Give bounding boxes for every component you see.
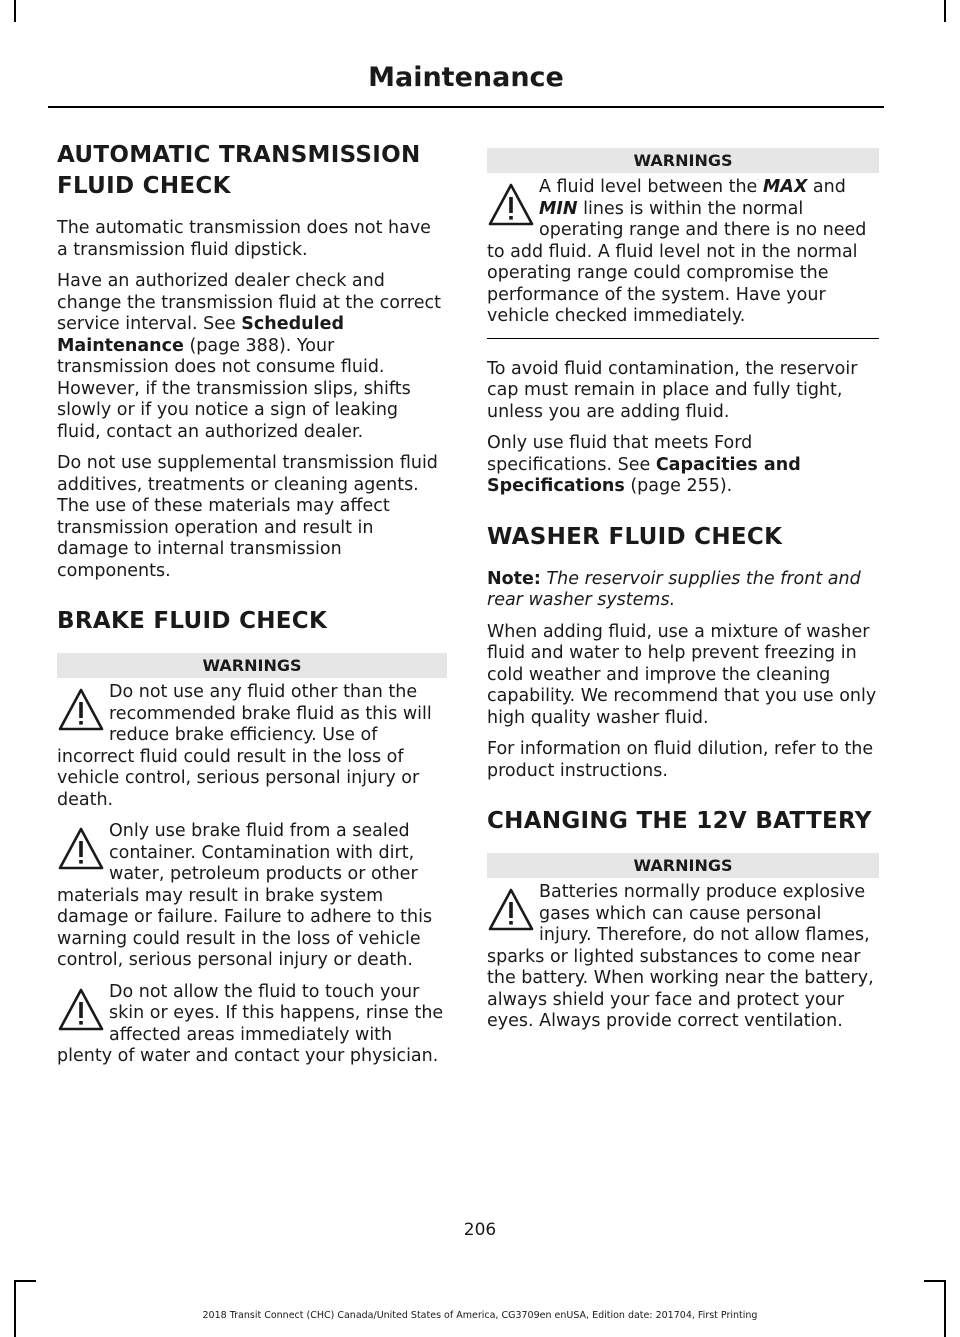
warning-triangle-icon bbox=[487, 181, 535, 229]
crop-mark bbox=[944, 0, 946, 22]
warning-triangle-icon bbox=[487, 886, 535, 934]
crop-mark bbox=[944, 1280, 946, 1337]
page-header-title: Maintenance bbox=[368, 62, 564, 93]
footer-edition-info: 2018 Transit Connect (CHC) Canada/United States of America, CG3709en enUSA, Edition date: 201704, First Printing bbox=[202, 1310, 758, 1321]
warning-item: Do not use any fluid other than the recommended brake fluid as this will reduce brake efficiency. Use of incorrect fluid could result in the loss of vehicle control, serious personal injury or death. bbox=[57, 682, 432, 810]
section-title-washer-fluid: WASHER FLUID CHECK bbox=[487, 523, 783, 550]
warning-triangle-icon bbox=[57, 686, 105, 734]
warning-item: Batteries normally produce explosive gases which can cause personal injury. Therefore, do not allow flames, sparks or lighted substances to come near the battery. When working near the battery, always shield your face and protect your eyes. Always provide correct ventilation. bbox=[487, 882, 874, 1031]
page-number: 206 bbox=[463, 1220, 497, 1240]
warnings-header: WARNINGS bbox=[57, 653, 447, 678]
crop-mark bbox=[924, 1280, 946, 1282]
paragraph: To avoid fluid contamination, the reservoir cap must remain in place and fully tight, unless you are adding fluid. bbox=[487, 358, 858, 422]
warning-item: A fluid level between the MAX and MIN lines is within the normal operating range and there is no need to add fluid. A fluid level not in the normal operating range could compromise the performance of the system. Have your vehicle checked immediately. bbox=[487, 177, 867, 326]
warning-item: Do not allow the fluid to touch your skin or eyes. If this happens, rinse the affected areas immediately with plenty of water and contact your physician. bbox=[57, 981, 444, 1066]
xref-scheduled-maintenance[interactable]: Scheduled Maintenance bbox=[57, 314, 344, 356]
crop-mark bbox=[14, 1280, 36, 1282]
right-column bbox=[487, 148, 879, 1043]
paragraph: Only use fluid that meets Ford specifications. See Capacities and Specifications (page 255). bbox=[487, 433, 801, 496]
warning-triangle-icon bbox=[57, 986, 105, 1034]
section-title-brake-fluid: BRAKE FLUID CHECK bbox=[57, 608, 328, 634]
warning-triangle-icon bbox=[57, 825, 105, 873]
warning-item: Only use brake fluid from a sealed container. Contamination with dirt, water, petroleum products or other materials may result in brake system damage or failure. Failure to adhere to this warning could result in the loss of vehicle control, serious personal injury or death. bbox=[57, 821, 433, 970]
section-title-transmission: AUTOMATIC TRANSMISSION FLUID CHECK bbox=[57, 142, 421, 199]
paragraph: When adding fluid, use a mixture of washer fluid and water to help prevent freezing in cold weather and improve the cleaning capability. We recommend that you use only high quality washer fluid. bbox=[487, 621, 877, 728]
section-title-battery: CHANGING THE 12V BATTERY bbox=[487, 808, 872, 834]
xref-capacities-specifications[interactable]: Capacities and Specifications bbox=[487, 454, 801, 496]
warnings-header: WARNINGS bbox=[487, 853, 879, 878]
warnings-end-rule bbox=[487, 338, 879, 339]
paragraph: For information on fluid dilution, refer to the product instructions. bbox=[487, 739, 874, 781]
paragraph: The automatic transmission does not have a transmission fluid dipstick. bbox=[57, 218, 431, 260]
header-divider bbox=[48, 106, 884, 108]
note-paragraph: Note: The reservoir supplies the front and rear washer systems. bbox=[487, 568, 861, 610]
left-column bbox=[57, 140, 447, 1078]
paragraph: Do not use supplemental transmission fluid additives, treatments or cleaning agents. The use of these materials may affect transmission operation and result in damage to internal transmission components. bbox=[57, 453, 438, 581]
paragraph: Have an authorized dealer check and change the transmission fluid at the correct service interval. See Scheduled Maintenance (page 388). Your transmission does not consume fluid. However, if the transmission slips, shifts slowly or if you notice a sign of leaking fluid, contact an authorized dealer. bbox=[57, 271, 441, 442]
crop-mark bbox=[14, 0, 16, 22]
warnings-header: WARNINGS bbox=[487, 148, 879, 173]
crop-mark bbox=[14, 1280, 16, 1337]
